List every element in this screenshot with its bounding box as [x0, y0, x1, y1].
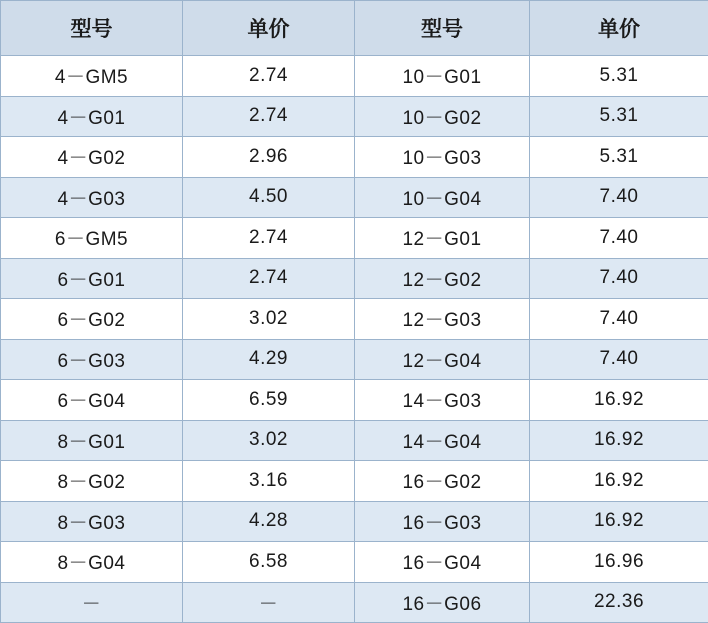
- cell-model-1: 6－GM5: [1, 218, 183, 259]
- table-row: [1, 380, 708, 421]
- cell-model-1: －: [1, 582, 183, 623]
- cell-model-2: 10－G03: [355, 137, 530, 178]
- cell-model-1: 4－G01: [1, 96, 183, 137]
- cell-price-2: 7.40: [530, 258, 708, 299]
- cell-price-1: 4.50: [183, 177, 355, 218]
- cell-model-2: 10－G04: [355, 177, 530, 218]
- table-row: [1, 542, 708, 583]
- cell-model-1: 8－G04: [1, 542, 183, 583]
- table-row: [1, 501, 708, 542]
- cell-model-1: 8－G01: [1, 420, 183, 461]
- cell-price-1: 2.96: [183, 137, 355, 178]
- cell-model-1: 8－G03: [1, 501, 183, 542]
- cell-model-1: 8－G02: [1, 461, 183, 502]
- table-row: [1, 461, 708, 502]
- cell-model-2: 14－G04: [355, 420, 530, 461]
- cell-price-1: 2.74: [183, 96, 355, 137]
- table-row: [1, 582, 708, 623]
- cell-price-2: 5.31: [530, 56, 708, 97]
- cell-price-1: 2.74: [183, 56, 355, 97]
- table-row: [1, 339, 708, 380]
- cell-price-1: 3.02: [183, 420, 355, 461]
- cell-price-2: 16.92: [530, 501, 708, 542]
- cell-model-1: 6－G04: [1, 380, 183, 421]
- cell-model-1: 4－G03: [1, 177, 183, 218]
- cell-price-2: 16.92: [530, 380, 708, 421]
- table-row: [1, 56, 708, 97]
- table-body: [1, 56, 708, 623]
- table-row: [1, 177, 708, 218]
- cell-price-2: 16.92: [530, 420, 708, 461]
- cell-price-2: 5.31: [530, 96, 708, 137]
- cell-price-1: 2.74: [183, 218, 355, 259]
- cell-price-1: 6.58: [183, 542, 355, 583]
- column-header-model-2: 型号: [355, 1, 530, 56]
- cell-price-2: 7.40: [530, 218, 708, 259]
- cell-model-2: 16－G06: [355, 582, 530, 623]
- table-row: [1, 218, 708, 259]
- cell-price-2: 7.40: [530, 339, 708, 380]
- cell-model-2: 16－G02: [355, 461, 530, 502]
- cell-model-2: 12－G01: [355, 218, 530, 259]
- column-header-price-2: 单价: [530, 1, 708, 56]
- cell-price-2: 7.40: [530, 177, 708, 218]
- cell-price-1: 4.28: [183, 501, 355, 542]
- column-header-model-1: 型号: [1, 1, 183, 56]
- cell-model-2: 10－G02: [355, 96, 530, 137]
- column-header-price-1: 单价: [183, 1, 355, 56]
- table-row: [1, 137, 708, 178]
- cell-price-1: 3.02: [183, 299, 355, 340]
- cell-model-1: 6－G01: [1, 258, 183, 299]
- cell-model-2: 10－G01: [355, 56, 530, 97]
- cell-price-1: 3.16: [183, 461, 355, 502]
- cell-price-2: 5.31: [530, 137, 708, 178]
- cell-price-2: 22.36: [530, 582, 708, 623]
- cell-price-1: 4.29: [183, 339, 355, 380]
- table-header: [1, 1, 708, 56]
- cell-model-1: 6－G03: [1, 339, 183, 380]
- table-row: [1, 258, 708, 299]
- table-header-row: [1, 1, 708, 56]
- cell-price-1: 2.74: [183, 258, 355, 299]
- cell-model-2: 12－G04: [355, 339, 530, 380]
- cell-model-1: 6－G02: [1, 299, 183, 340]
- table-row: [1, 299, 708, 340]
- cell-model-1: 4－G02: [1, 137, 183, 178]
- cell-model-2: 12－G03: [355, 299, 530, 340]
- cell-model-2: 16－G03: [355, 501, 530, 542]
- cell-price-2: 16.96: [530, 542, 708, 583]
- cell-price-1: －: [183, 582, 355, 623]
- cell-price-1: 6.59: [183, 380, 355, 421]
- cell-price-2: 7.40: [530, 299, 708, 340]
- cell-model-2: 16－G04: [355, 542, 530, 583]
- cell-model-2: 14－G03: [355, 380, 530, 421]
- cell-price-2: 16.92: [530, 461, 708, 502]
- cell-model-1: 4－GM5: [1, 56, 183, 97]
- table-row: [1, 96, 708, 137]
- cell-model-2: 12－G02: [355, 258, 530, 299]
- table-row: [1, 420, 708, 461]
